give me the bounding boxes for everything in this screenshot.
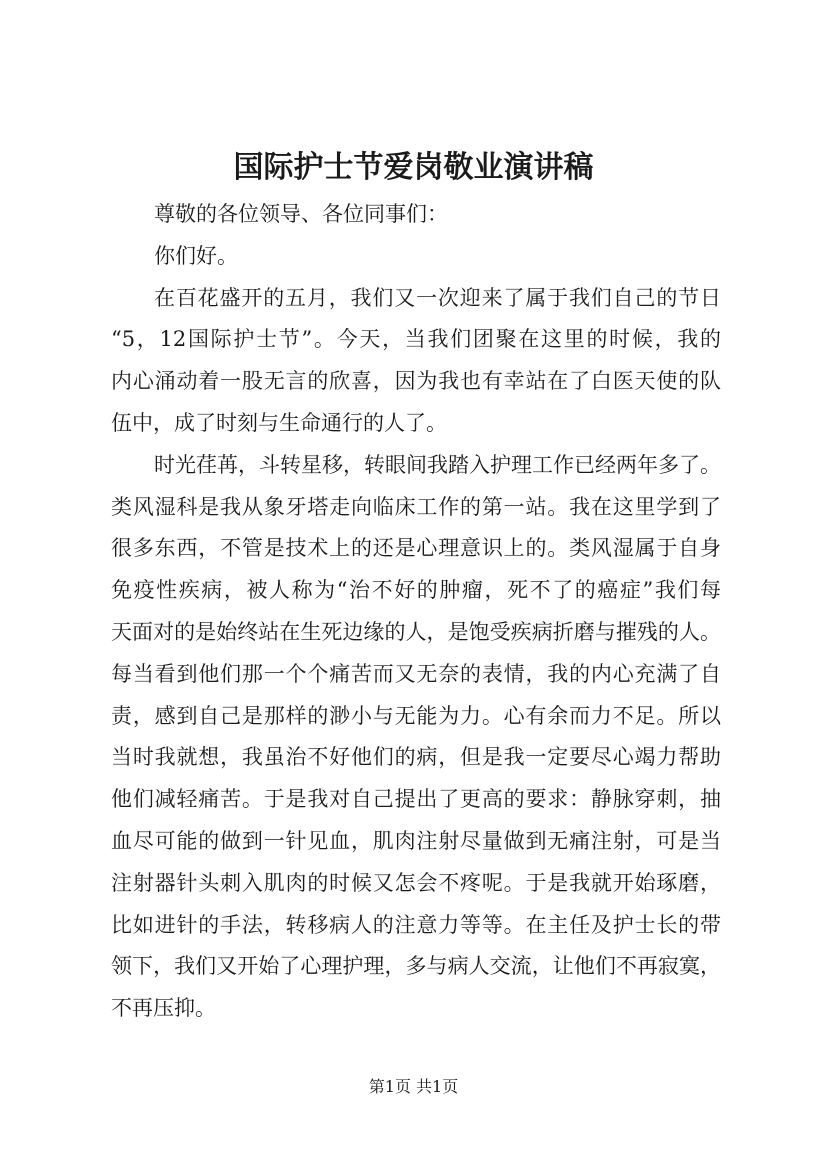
paragraph-line: 天面对的是始终站在生死边缘的人，是饱受疾病折磨与摧残的人。 — [111, 619, 721, 644]
greeting-line: 你们好。 — [154, 243, 238, 268]
paragraph-line: 血尽可能的做到一针见血，肌肉注射尽量做到无痛注射，可是当 — [111, 828, 721, 853]
paragraph-line: 当时我就想，我虽治不好他们的病，但是我一定要尽心竭力帮助 — [111, 745, 721, 770]
paragraph-line: 免疫性疾病，被人称为“治不好的肿瘤，死不了的癌症”我们每 — [111, 578, 721, 603]
paragraph-line: 类风湿科是我从象牙塔走向临床工作的第一站。我在这里学到了 — [111, 494, 721, 519]
paragraph-line: 时光荏苒，斗转星移，转眼间我踏入护理工作已经两年多了。 — [154, 452, 721, 477]
paragraph-line: 不再压抑。 — [111, 996, 216, 1021]
paragraph-line: 注射器针头刺入肌肉的时候又怎会不疼呢。于是我就开始琢磨， — [111, 870, 721, 895]
document-title: 国际护士节爱岗敬业演讲稿 — [233, 150, 594, 185]
paragraph-line: 责，感到自己是那样的渺小与无能为力。心有余而力不足。所以 — [111, 703, 721, 728]
paragraph-line: 在百花盛开的五月，我们又一次迎来了属于我们自己的节日 — [154, 285, 721, 310]
paragraph-line: 内心涌动着一股无言的欣喜，因为我也有幸站在了白医天使的队 — [111, 369, 721, 394]
paragraph-line: 很多东西，不管是技术上的还是心理意识上的。类风湿属于自身 — [111, 536, 721, 561]
salutation-line: 尊敬的各位领导、各位同事们： — [154, 202, 448, 226]
document-body — [111, 194, 721, 1030]
paragraph-line: 他们减轻痛苦。于是我对自己提出了更高的要求：静脉穿刺，抽 — [111, 787, 721, 812]
paragraph-line: 比如进针的手法，转移病人的注意力等等。在主任及护士长的带 — [111, 912, 721, 937]
paragraph-line: 伍中，成了时刻与生命通行的人了。 — [111, 410, 447, 435]
page-number-footer: 第1页 共1页 — [368, 1077, 459, 1096]
paragraph-line: 领下，我们又开始了心理护理，多与病人交流，让他们不再寂寞， — [111, 954, 721, 979]
paragraph-line: 每当看到他们那一个个痛苦而又无奈的表情，我的内心充满了自 — [111, 661, 721, 686]
paragraph-line: “5，12国际护士节”。今天，当我们团聚在这里的时候，我的 — [111, 327, 721, 352]
